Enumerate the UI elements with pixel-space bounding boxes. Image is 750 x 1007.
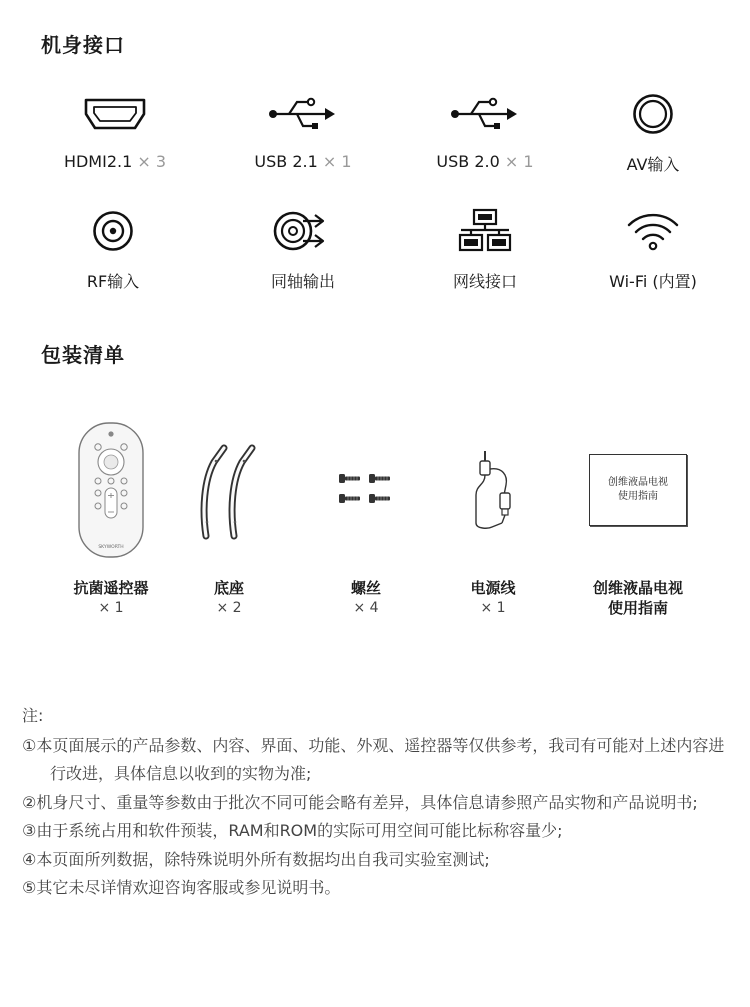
port-label: USB 2.1 bbox=[254, 152, 318, 171]
port-count: × 3 bbox=[137, 152, 167, 171]
package-item-name: 抗菌遥控器 bbox=[73, 579, 149, 597]
package-item-count: × 1 bbox=[480, 600, 506, 616]
remote-brand-text: SKYWORTH bbox=[98, 545, 124, 550]
manual-book-image bbox=[572, 420, 704, 560]
package-item-count: × 2 bbox=[216, 600, 242, 616]
rf-port-icon bbox=[28, 205, 198, 257]
port-usb-2-0 bbox=[400, 88, 570, 171]
package-item-name: 螺丝 bbox=[350, 579, 381, 597]
note-item: ④本页面所列数据，除特殊说明外所有数据均出自我司实验室测试; bbox=[22, 849, 490, 869]
port-label: 网线接口 bbox=[452, 272, 517, 291]
manual-cover-text: 创维液晶电视 使用指南 bbox=[608, 477, 668, 502]
ports-section-title: 机身接口 bbox=[41, 33, 125, 57]
package-item-name: 底座 bbox=[213, 579, 244, 597]
package-section-title: 包装清单 bbox=[41, 343, 125, 367]
usb-icon bbox=[218, 88, 388, 140]
package-item-power-cord bbox=[437, 420, 549, 618]
power-cord-image bbox=[437, 420, 549, 560]
port-coaxial bbox=[218, 205, 388, 292]
network-port-icon bbox=[400, 205, 570, 257]
coaxial-output-icon bbox=[218, 205, 388, 257]
wifi-icon bbox=[568, 205, 738, 257]
port-av bbox=[568, 88, 738, 175]
usb-icon bbox=[400, 88, 570, 140]
port-label: AV输入 bbox=[626, 155, 680, 174]
notes-block bbox=[22, 702, 728, 903]
package-item-stand bbox=[173, 420, 285, 618]
package-item-screws bbox=[310, 420, 422, 618]
port-label: 同轴输出 bbox=[270, 272, 335, 291]
port-count: × 1 bbox=[322, 152, 352, 171]
screws-image bbox=[310, 420, 422, 560]
port-wifi bbox=[568, 205, 738, 292]
package-item-manual bbox=[572, 420, 704, 618]
port-label: USB 2.0 bbox=[436, 152, 500, 171]
hdmi-icon bbox=[30, 88, 200, 140]
note-item: ①本页面展示的产品参数、内容、界面、功能、外观、遥控器等仅供参考，我司有可能对上述内容进行改进，具体信息以收到的实物为准; bbox=[22, 735, 725, 783]
av-port-icon bbox=[568, 88, 738, 140]
port-label: RF输入 bbox=[86, 272, 140, 291]
port-hdmi bbox=[30, 88, 200, 171]
package-item-count: × 1 bbox=[98, 600, 124, 616]
note-item: ⑤其它未尽详情欢迎咨询客服或参见说明书。 bbox=[22, 878, 341, 897]
port-network bbox=[400, 205, 570, 292]
port-rf bbox=[28, 205, 198, 292]
note-item: ②机身尺寸、重量等参数由于批次不同可能会略有差异，具体信息请参照产品实物和产品说明书; bbox=[22, 792, 698, 812]
package-item-name: 电源线 bbox=[470, 579, 516, 597]
port-usb-2-1 bbox=[218, 88, 388, 171]
port-label: HDMI2.1 bbox=[63, 152, 133, 171]
note-item: ③由于系统占用和软件预装，RAM和ROM的实际可用空间可能比标称容量少; bbox=[22, 821, 563, 840]
notes-heading: 注: bbox=[22, 706, 44, 725]
package-item-count: × 4 bbox=[353, 600, 379, 616]
port-count: × 1 bbox=[504, 152, 534, 171]
package-item-name: 创维液晶电视 使用指南 bbox=[592, 579, 683, 617]
port-label: Wi-Fi (内置) bbox=[609, 272, 697, 291]
package-item-remote bbox=[46, 420, 176, 618]
remote-control-image bbox=[46, 420, 176, 560]
stand-base-image bbox=[173, 420, 285, 560]
